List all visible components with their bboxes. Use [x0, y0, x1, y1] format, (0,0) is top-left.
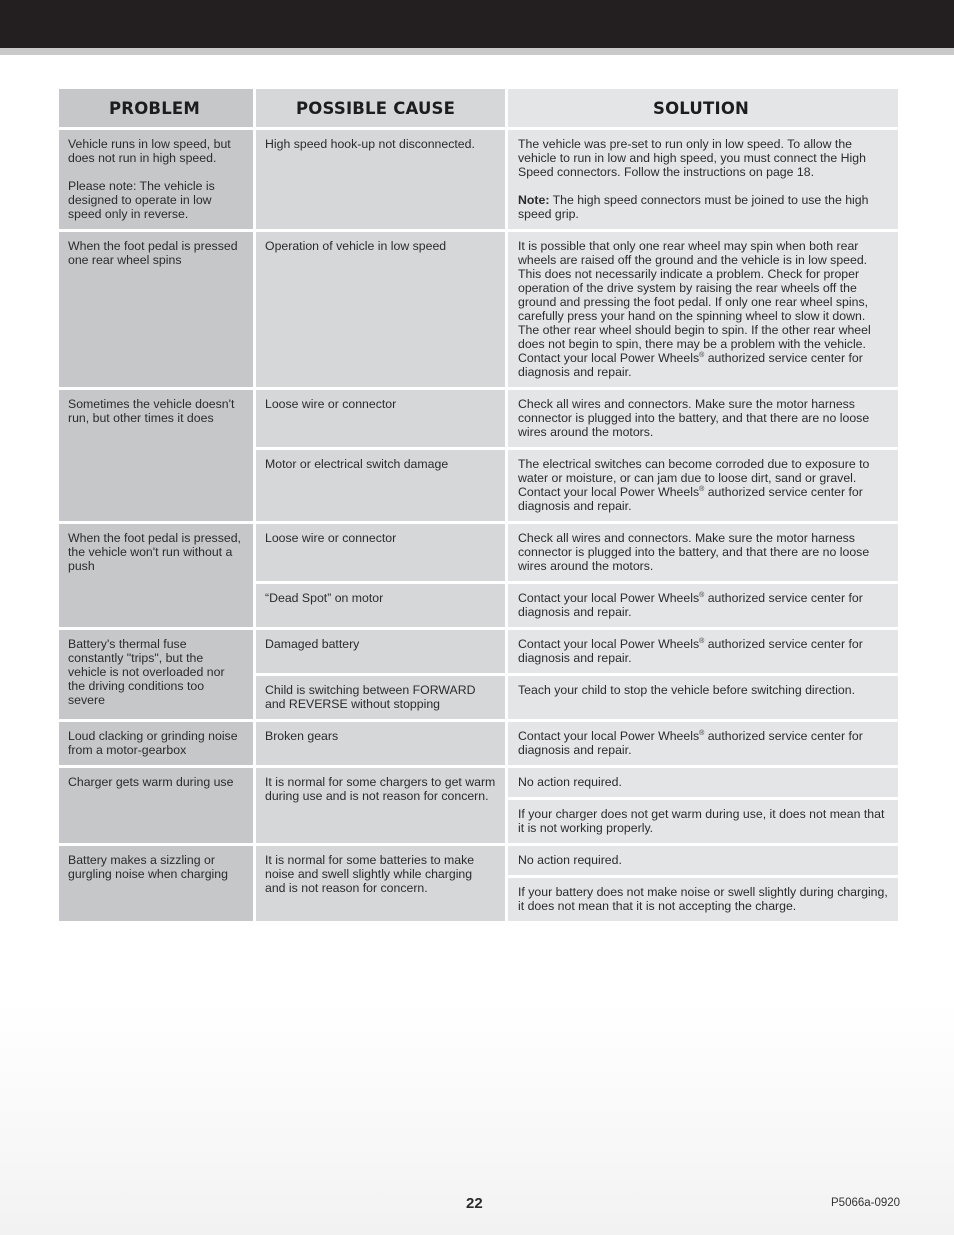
solution-text: It is possible that only one rear wheel may spin when both rear wheels are raised off the ground and the vehicle is in low speed. This does not necessarily indicate a problem. Check for proper operation of the drive system by raising the rear wheels off the ground and pressing the foot pedal. If only one rear wheel spins, carefully press your hand on the spinning wheel to slow it down. The other rear wheel should begin to spin. If the other rear wheel does not begin to spin, there may be a problem with the vehicle. Contact your local Power Wheels — [518, 239, 871, 365]
table-header-row — [59, 89, 898, 127]
solution-cell: Check all wires and connectors. Make sure the motor harness connector is plugged into the battery, and that there are no loose wires around the motors. — [508, 524, 898, 581]
solution-text-end: authorized service center for diagnosis and repair. — [518, 485, 863, 513]
solution-cell — [508, 130, 898, 229]
cause-cell: Broken gears — [256, 722, 505, 765]
cause-cell: High speed hook-up not disconnected. — [256, 130, 505, 229]
solution-cell: Check all wires and connectors. Make sure the motor harness connector is plugged into the battery, and that there are no loose wires around the motors. — [508, 390, 898, 447]
solution-cell — [508, 584, 898, 627]
header-rule — [0, 48, 954, 55]
solution-text-end: authorized service center for diagnosis and repair. — [518, 729, 863, 757]
table-row — [59, 232, 898, 387]
solution-cell — [508, 232, 898, 387]
solution-text: The electrical switches can become corroded due to exposure to water or moisture, or can jam due to loose dirt, sand or gravel. Contact your local Power Wheels — [518, 457, 870, 499]
cause-cell: Child is switching between FORWARD and REVERSE without stopping — [256, 676, 505, 719]
solution-cell: If your charger does not get warm during use, it does not mean that it is not working properly. — [508, 800, 898, 843]
solution-text: Contact your local Power Wheels — [518, 637, 700, 651]
header-solution: SOLUTION — [508, 89, 898, 127]
cause-cell: Loose wire or connector — [256, 390, 505, 447]
registered-mark: ® — [699, 638, 705, 645]
registered-mark: ® — [699, 592, 705, 599]
solution-cell — [508, 722, 898, 765]
table-row — [59, 630, 898, 673]
cause-cell: Loose wire or connector — [256, 524, 505, 581]
solution-cell: Teach your child to stop the vehicle before switching direction. — [508, 676, 898, 719]
solution-cell: If your battery does not make noise or swell slightly during charging, it does not mean that it is not accepting the charge. — [508, 878, 898, 921]
table-row — [59, 846, 898, 875]
cause-cell: “Dead Spot” on motor — [256, 584, 505, 627]
solution-cell: No action required. — [508, 768, 898, 797]
header-problem: PROBLEM — [59, 89, 253, 127]
solution-cell — [508, 630, 898, 673]
registered-mark: ® — [699, 486, 705, 493]
cause-cell: It is normal for some chargers to get warm during use and is not reason for concern. — [256, 768, 505, 843]
solution-text: The vehicle was pre-set to run only in low speed. To allow the vehicle to run in low and high speed, you must connect the High Speed connectors. Follow the instructions on page 18. — [518, 137, 866, 179]
solution-text-end: authorized service center for diagnosis and repair. — [518, 351, 863, 379]
problem-cell: When the foot pedal is pressed, the vehicle won't run without a push — [59, 524, 253, 627]
note-text: The high speed connectors must be joined to use the high speed grip. — [518, 193, 869, 221]
registered-mark: ® — [699, 730, 705, 737]
solution-text-end: authorized service center for diagnosis and repair. — [518, 591, 863, 619]
problem-text: Vehicle runs in low speed, but does not run in high speed. — [68, 137, 231, 165]
table-row — [59, 768, 898, 797]
problem-cell: Battery makes a sizzling or gurgling noise when charging — [59, 846, 253, 921]
problem-note: Please note: The vehicle is designed to operate in low speed only in reverse. — [68, 179, 215, 221]
table-row — [59, 722, 898, 765]
problem-cell — [59, 130, 253, 229]
problem-cell: Battery's thermal fuse constantly "trips", but the vehicle is not overloaded nor the driving conditions too severe — [59, 630, 253, 719]
solution-cell — [508, 450, 898, 521]
solution-text: Contact your local Power Wheels — [518, 729, 700, 743]
problem-cell: Charger gets warm during use — [59, 768, 253, 843]
problem-cell: When the foot pedal is pressed one rear wheel spins — [59, 232, 253, 387]
page-number: 22 — [466, 1195, 483, 1212]
problem-cell: Sometimes the vehicle doesn't run, but other times it does — [59, 390, 253, 521]
header-possible-cause: POSSIBLE CAUSE — [256, 89, 505, 127]
problem-cell: Loud clacking or grinding noise from a motor-gearbox — [59, 722, 253, 765]
cause-cell: It is normal for some batteries to make noise and swell slightly while charging and is not reason for concern. — [256, 846, 505, 921]
document-code: P5066a-0920 — [831, 1197, 901, 1209]
solution-text-end: authorized service center for diagnosis and repair. — [518, 637, 863, 665]
cause-cell: Motor or electrical switch damage — [256, 450, 505, 521]
note-label: Note: — [518, 193, 550, 207]
table-row — [59, 524, 898, 581]
cause-cell: Operation of vehicle in low speed — [256, 232, 505, 387]
cause-cell: Damaged battery — [256, 630, 505, 673]
table-row — [59, 390, 898, 447]
registered-mark: ® — [699, 352, 705, 359]
solution-note — [518, 193, 889, 221]
table-row — [59, 130, 898, 229]
solution-cell: No action required. — [508, 846, 898, 875]
header-bar — [0, 0, 954, 48]
troubleshooting-table — [59, 89, 898, 921]
solution-text: Contact your local Power Wheels — [518, 591, 700, 605]
